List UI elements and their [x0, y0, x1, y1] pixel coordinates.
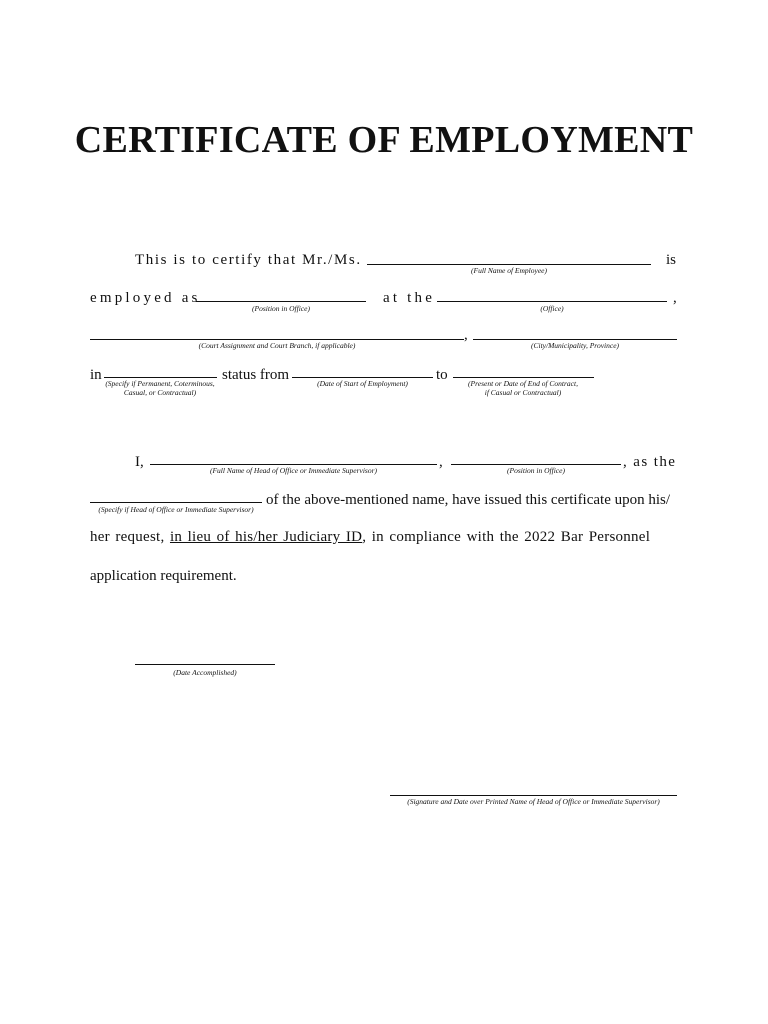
date-accomplished-field[interactable]	[135, 664, 275, 665]
court-assignment-caption: (Court Assignment and Court Branch, if applicable)	[198, 341, 356, 350]
start-date-caption: (Date of Start of Employment)	[317, 379, 408, 388]
office-caption: (Office)	[540, 304, 564, 313]
end-date-caption-2: if Casual or Contractual)	[484, 388, 562, 397]
comma-text: ,	[673, 290, 677, 306]
judiciary-id-text: in lieu of his/her Judiciary ID	[169, 529, 363, 545]
head-name-caption: (Full Name of Head of Office or Immediate Supervisor)	[209, 466, 378, 475]
end-date-caption-1: (Present or Date of End of Contract,	[468, 379, 578, 388]
in-text: in	[90, 367, 102, 383]
date-accomplished-caption: (Date Accomplished)	[173, 668, 237, 677]
certify-text: This is to certify that Mr./Ms.	[135, 252, 362, 268]
status-type-caption-2: Casual, or Contractual)	[123, 388, 197, 397]
court-assignment-field[interactable]	[90, 339, 464, 340]
comma-text-2: ,	[464, 327, 468, 343]
above-mentioned-text: of the above-mentioned name, have issued this certificate upon his/	[266, 492, 671, 508]
end-date-field[interactable]	[453, 377, 594, 378]
head-or-supervisor-field[interactable]	[90, 502, 262, 503]
as-the-text: , as the	[623, 454, 677, 470]
employee-name-caption: (Full Name of Employee)	[470, 266, 548, 275]
employee-name-field[interactable]	[367, 264, 651, 265]
head-name-field[interactable]	[150, 464, 437, 465]
application-text: application requirement.	[90, 568, 237, 584]
city-province-field[interactable]	[473, 339, 677, 340]
city-province-caption: (City/Municipality, Province)	[530, 341, 620, 350]
document-title: CERTIFICATE OF EMPLOYMENT	[74, 119, 694, 161]
head-position-caption: (Position in Office)	[507, 466, 565, 475]
her-request-text: her request,	[90, 529, 165, 545]
signature-caption: (Signature and Date over Printed Name of Head of Office or Immediate Supervisor)	[407, 797, 660, 806]
status-type-caption-1: (Specify if Permanent, Coterminous,	[105, 379, 215, 388]
head-position-field[interactable]	[451, 464, 621, 465]
head-or-supervisor-caption: (Specify if Head of Office or Immediate Supervisor)	[98, 505, 254, 514]
position-caption: (Position in Office)	[252, 304, 310, 313]
comma-text-3: ,	[439, 454, 443, 470]
office-field[interactable]	[437, 301, 667, 302]
her-request-line	[90, 528, 650, 546]
signature-field[interactable]	[390, 795, 677, 796]
status-from-text: status from	[222, 367, 290, 383]
at-the-text: at the	[383, 290, 436, 306]
start-date-field[interactable]	[292, 377, 433, 378]
compliance-text: , in compliance with the 2022 Bar Personnel	[362, 529, 651, 545]
i-text: I,	[135, 454, 144, 470]
is-text: is	[666, 252, 677, 268]
status-type-field[interactable]	[104, 377, 217, 378]
to-text: to	[436, 367, 448, 383]
employed-as-text: employed as	[90, 290, 201, 306]
position-field[interactable]	[196, 301, 366, 302]
